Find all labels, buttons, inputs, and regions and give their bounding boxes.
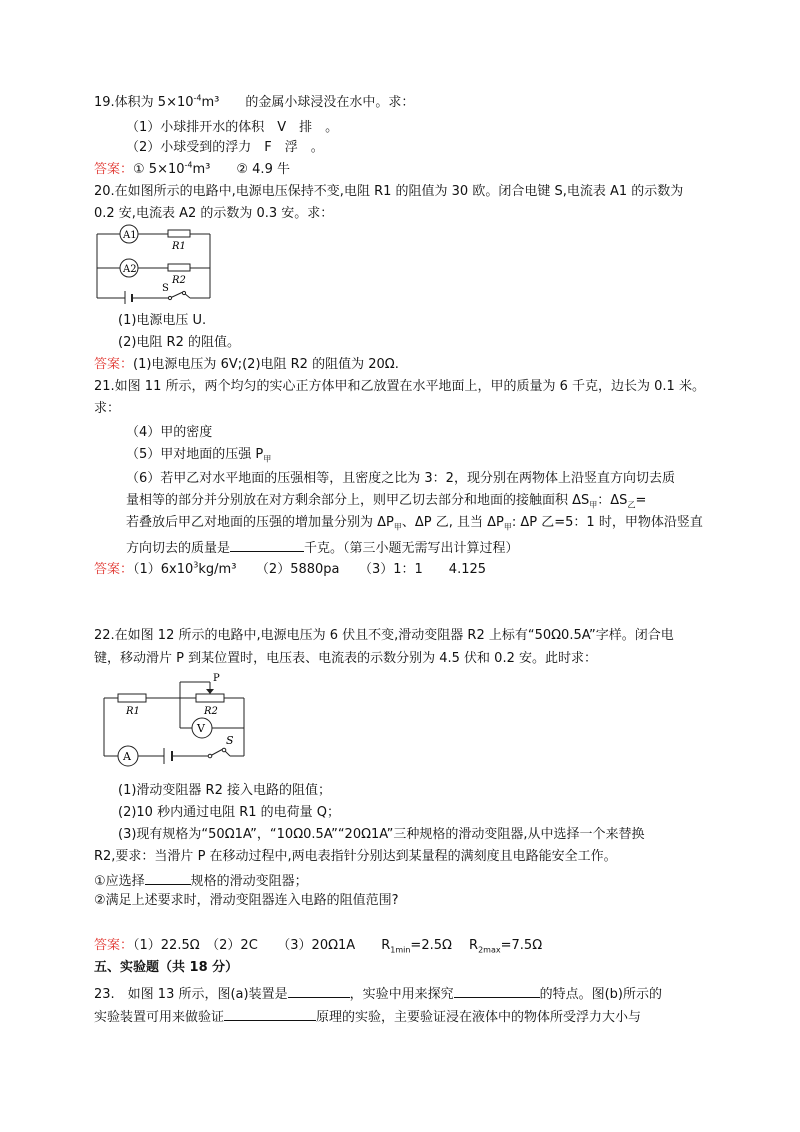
q22-item-3-line-1: (3)现有规格为“50Ω1A”，“10Ω0.5A”“20Ω1A”三种规格的滑动变阻器,从中选择一个来替换 [118, 827, 645, 842]
q21-item-6-line-3: 若叠放后甲乙对地面的压强的增加量分别为 $\Delta P_甲$、ΔP 乙, 且当 $\Delta P_甲$: ΔP 乙=5：1 时，甲物体沿竖直 [126, 515, 703, 532]
label-s: S [226, 734, 234, 747]
label-a: A [123, 750, 131, 763]
q22-sub-2: ②满足上述要求时，滑动变阻器连入电路的阻值范围? [94, 893, 399, 908]
q20-item-2: (2)电阻 R2 的阻值。 [118, 335, 240, 350]
q20-item-1: (1)电源电压 U. [118, 313, 207, 328]
label-r2: R2 [172, 275, 186, 286]
slider-arrow [206, 689, 214, 694]
label-r1: R1 [126, 706, 140, 717]
q21-stem-line-2: 求： [94, 401, 121, 416]
label-r2: R2 [204, 706, 218, 717]
q21-stem-line-1: 21.如图 11 所示，两个均匀的实心正方体甲和乙放置在水平地面上，甲的质量为 6 千克，边长为 0.1 米。 [94, 379, 705, 394]
q21-answer-blank [230, 537, 304, 552]
q20-answer: 答案：(1)电源电压为 6V;(2)电阻 R2 的阻值为 20Ω. [94, 357, 399, 372]
q19-item-2: （2）小球受到的浮力 F 浮 。 [126, 140, 324, 155]
q21-item-4: （4）甲的密度 [126, 425, 213, 440]
q23-blank-3 [224, 1006, 316, 1021]
section-title: 五、实验题（共 18 分） [94, 960, 239, 975]
q23-line-1: 23. 如图 13 所示，图(a)装置是 ，实验中用来探究 的特点。图(b)所示的 [94, 983, 662, 1004]
q19-item-1: （1）小球排开水的体积 V 排 。 [126, 120, 339, 135]
label-a2: A2 [123, 264, 137, 275]
q20-stem-line-2: 0.2 安,电流表 A2 的示数为 0.3 安。求： [94, 206, 334, 221]
q19-stem: 19.体积为 $5\times 10^{-4}m^3$ 的金属小球浸没在水中。求： [94, 93, 415, 110]
q22-item-1: (1)滑动变阻器 R2 接入电路的阻值； [118, 783, 331, 798]
label-p: P [213, 673, 220, 684]
q22-stem-line-2: 键，移动滑片 P 到某位置时，电压表、电流表的示数分别为 4.5 伏和 0.2 安。此时求： [94, 651, 597, 666]
q22-answer: 答案：（1）22.5Ω （2）2C （3）20Ω1A $R_{1min}=2.5\Omega$ $R_{2max}=7.5\Omega$ [94, 938, 543, 955]
q22-answer-blank [145, 870, 191, 885]
q23-line-2: 实验装置可用来做验证 原理的实验，主要验证浸在液体中的物体所受浮力大小与 [94, 1006, 641, 1027]
q23-blank-2 [454, 983, 540, 998]
switch-blade [170, 292, 183, 298]
q21-item-6-line-4: 方向切去的质量是 千克。（第三小题无需写出计算过程） [126, 537, 519, 558]
q22-item-3-line-2: R2,要求：当滑片 P 在移动过程中,两电表指针分别达到某量程的满刻度且电路能安全工作。 [94, 849, 617, 864]
q23-blank-1 [288, 983, 350, 998]
q19-answer: 答案：① $5\times 10^{-4}m^3$ ② 4.9 牛 [94, 160, 290, 177]
label-r1: R1 [172, 241, 186, 252]
q20-circuit-diagram [92, 224, 216, 304]
label-a1: A1 [123, 230, 137, 241]
q22-stem-line-1: 22.在如图 12 所示的电路中,电源电压为 6 伏且不变,滑动变阻器 R2 上标有“50Ω0.5A”字样。闭合电 [94, 628, 674, 643]
label-v: V [197, 722, 205, 735]
q22-sub-1: ①应选择 规格的滑动变阻器； [94, 870, 308, 891]
label-s: S [162, 283, 169, 294]
q22-item-2: (2)10 秒内通过电阻 R1 的电荷量 Q； [118, 805, 341, 820]
q22-circuit-diagram [100, 672, 250, 768]
q21-item-5: （5）甲对地面的压强 $P_甲$ [126, 447, 272, 464]
q20-stem-line-1: 20.在如图所示的电路中,电源电压保持不变,电阻 R1 的阻值为 30 欧。闭合电键 S,电流表 A1 的示数为 [94, 184, 684, 199]
q21-item-6-line-1: （6）若甲乙对水平地面的压强相等，且密度之比为 3：2，现分别在两物体上沿竖直方向切去质 [126, 471, 675, 486]
q21-answer: 答案：$(1)6x10^3kg/m^3$ （2）5880pa （3）1：1 4.125 [94, 560, 487, 577]
q21-item-6-line-2: 量相等的部分并分别放在对方剩余部分上，则甲乙切去部分和地面的接触面积 $\Delta S_甲$：$\Delta S_乙=$ [126, 493, 647, 510]
